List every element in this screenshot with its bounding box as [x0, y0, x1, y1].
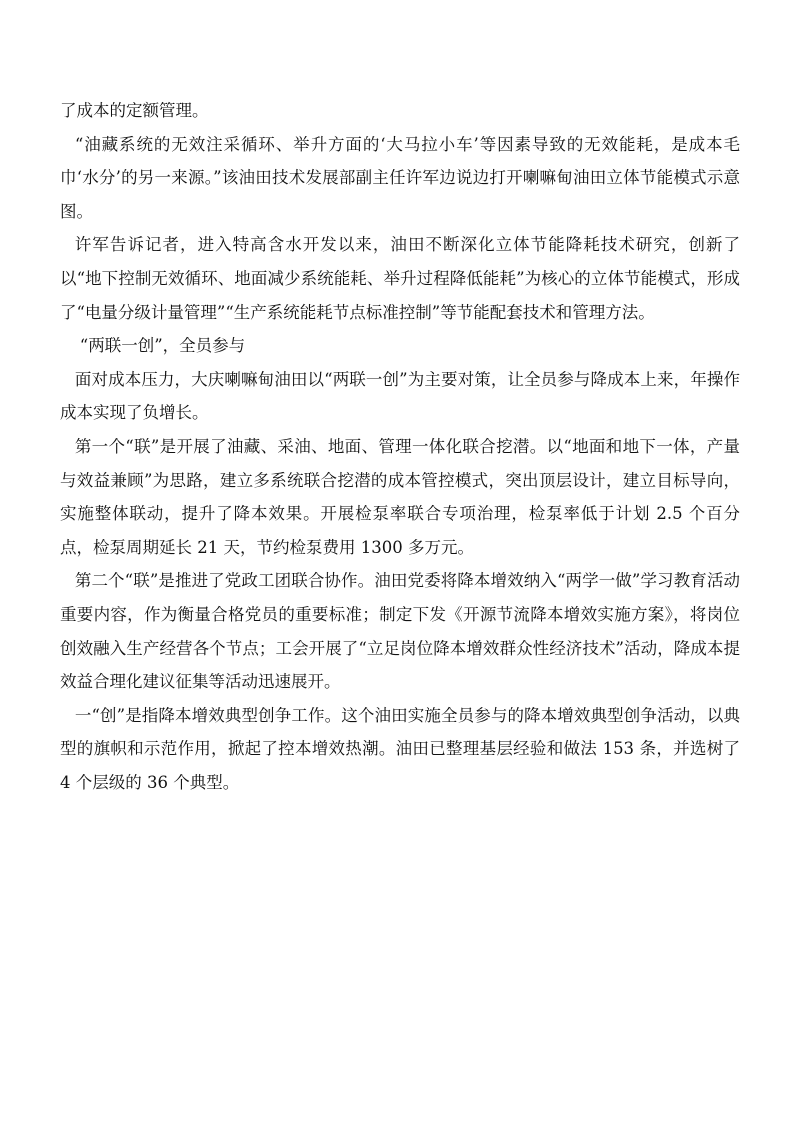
- paragraph-energy-model: 许军告诉记者，进入特高含水开发以来，油田不断深化立体节能降耗技术研究，创新了以“地下控制无效循环、地面减少系统能耗、举升过程降低能耗”为核心的立体节能模式，形成了“电量分级计量管理”“生产系统能耗节点标准控制”等节能配套技术和管理方法。: [60, 235, 740, 322]
- document-page: [60, 94, 740, 799]
- paragraph-continuation: 了成本的定额管理。: [60, 101, 209, 120]
- paragraph-quote-energy: “油藏系统的无效注采循环、举升方面的‘大马拉小车’等因素导致的无效能耗，是成本毛巾‘水分’的另一来源。”该油田技术发展部副主任许军边说边打开喇嘛甸油田立体节能模式示意图。: [60, 134, 740, 221]
- paragraph-chuang: 一“创”是指降本增效典型创争工作。这个油田实施全员参与的降本增效典型创争活动，以典型的旗帜和示范作用，掀起了控本增效热潮。油田已整理基层经验和做法 153 条，并选树了 4 个层级的 36 个典型。: [60, 705, 740, 792]
- paragraph-first-lian: 第一个“联”是开展了油藏、采油、地面、管理一体化联合挖潜。以“地面和地下一体，产量与效益兼顾”为思路，建立多系统联合挖潜的成本管控模式，突出顶层设计，建立目标导向，实施整体联动，提升了降本效果。开展检泵率联合专项治理，检泵率低于计划 2.5 个百分点，检泵周期延长 21 天，节约检泵费用 1300 多万元。: [60, 436, 740, 557]
- section-heading: “两联一创”，全员参与: [79, 336, 246, 356]
- paragraph-second-lian: 第二个“联”是推进了党政工团联合协作。油田党委将降本增效纳入“两学一做”学习教育活动重要内容，作为衡量合格党员的重要标准；制定下发《开源节流降本增效实施方案》，将岗位创效融入生产经营各个节点；工会开展了“立足岗位降本增效群众性经济技术”活动，降成本提效益合理化建议征集等活动迅速展开。: [60, 571, 740, 692]
- paragraph-cost-pressure: 面对成本压力，大庆喇嘛甸油田以“两联一创”为主要对策，让全员参与降成本上来，年操作成本实现了负增长。: [60, 369, 740, 423]
